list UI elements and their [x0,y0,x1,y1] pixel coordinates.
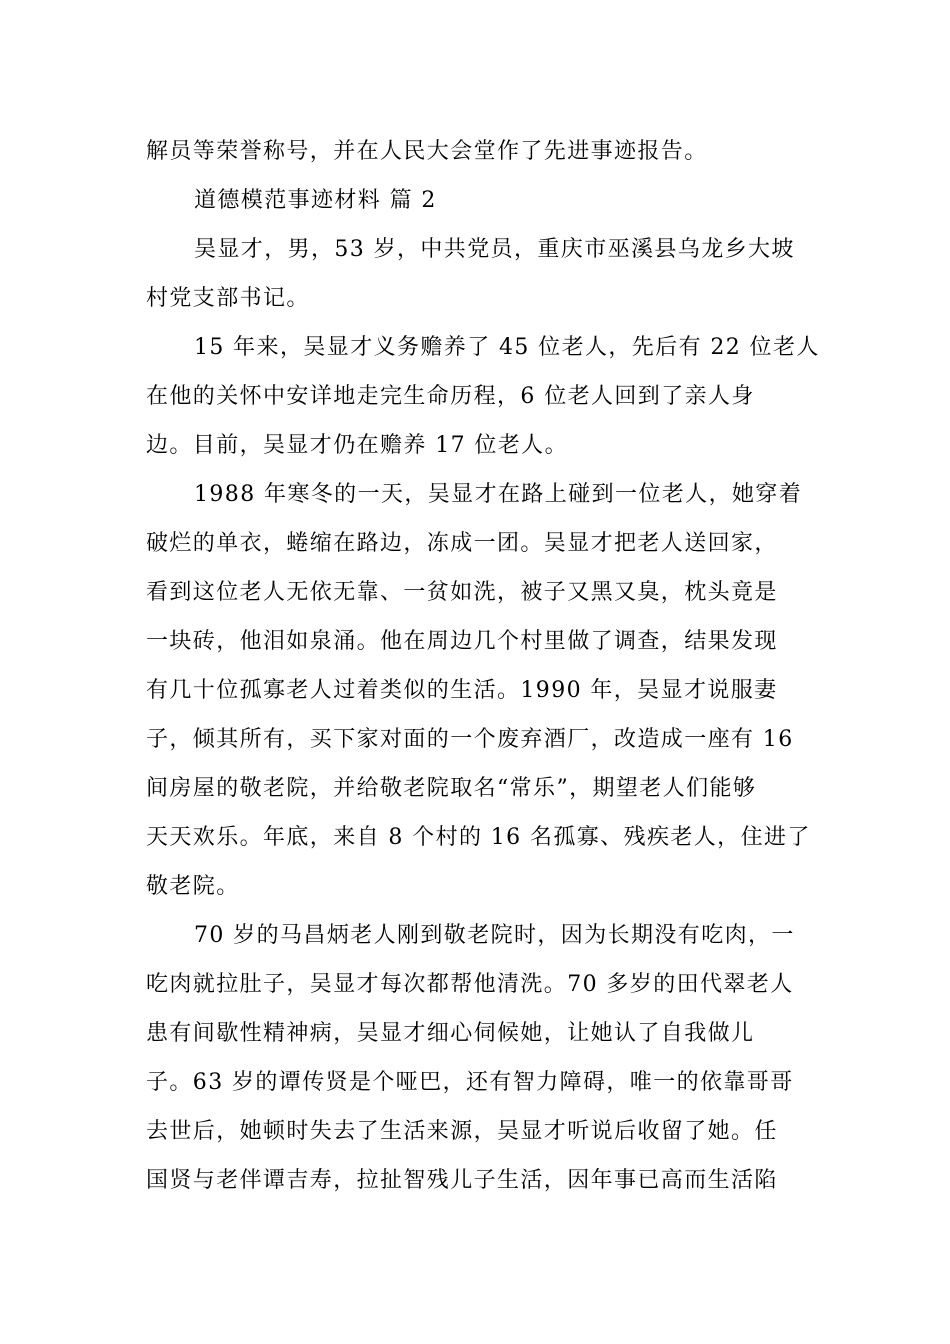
text-line: 国贤与老伴谭吉寿，拉扯智残儿子生活，因年事已高而生活陷 [146,1168,778,1193]
text-line: 边。目前，吴显才仍在赡养 17 位老人。 [146,433,568,458]
text-line: 在他的关怀中安详地走完生命历程，6 位老人回到了亲人身 [146,384,755,409]
text-line: 看到这位老人无依无靠、一贫如洗，被子又黑又臭，枕头竟是 [146,580,778,605]
section-heading: 道德模范事迹材料 篇 2 [194,188,437,213]
text-line: 吃肉就拉肚子，吴显才每次都帮他清洗。70 多岁的田代翠老人 [146,972,794,997]
text-line: 村党支部书记。 [146,286,310,311]
text-line: 有几十位孤寡老人过着类似的生活。1990 年，吴显才说服妻 [146,678,778,703]
text-line: 间房屋的敬老院，并给敬老院取名“常乐”，期望老人们能够 [146,776,757,801]
text-line: 去世后，她顿时失去了生活来源，吴显才听说后收留了她。任 [146,1119,778,1144]
text-line: 吴显才，男，53 岁，中共党员，重庆市巫溪县乌龙乡大坡 [194,237,795,262]
text-line: 一块砖，他泪如泉涌。他在周边几个村里做了调查，结果发现 [146,629,778,654]
text-line: 1988 年寒冬的一天，吴显才在路上碰到一位老人，她穿着 [194,482,803,507]
text-line: 解员等荣誉称号，并在人民大会堂作了先进事迹报告。 [146,139,708,164]
text-line: 子。63 岁的谭传贤是个哑巴，还有智力障碍，唯一的依靠哥哥 [146,1070,794,1095]
text-line: 敬老院。 [146,874,240,899]
text-line: 子，倾其所有，买下家对面的一个废弃酒厂，改造成一座有 16 [146,727,794,752]
text-line: 天天欢乐。年底，来自 8 个村的 16 名孤寡、残疾老人，住进了 [146,825,811,850]
text-line: 15 年来，吴显才义务赡养了 45 位老人，先后有 22 位老人 [194,335,820,360]
text-line: 患有间歇性精神病，吴显才细心伺候她，让她认了自我做儿 [146,1021,755,1046]
text-line: 破烂的单衣，蜷缩在路边，冻成一团。吴显才把老人送回家， [146,531,778,556]
text-line: 70 岁的马昌炳老人刚到敬老院时，因为长期没有吃肉，一 [194,923,795,948]
